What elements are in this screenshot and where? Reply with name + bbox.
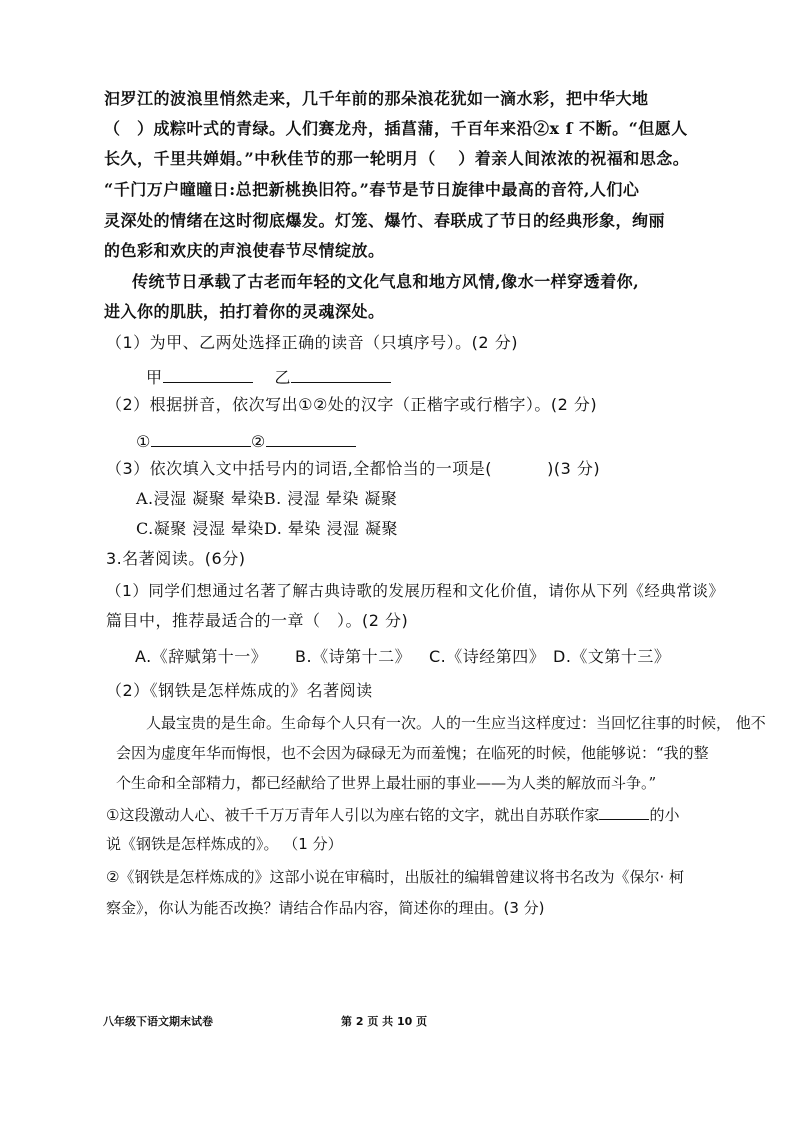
question-1-blank-yi[interactable]: [291, 366, 391, 383]
passage-line-8: 进入你的肌肤，拍打着你的灵魂深处。: [104, 302, 385, 321]
quote-line-3: 个生命和全部精力，都已经献给了世界上最壮丽的事业——为人类的解放而斗争。”: [116, 774, 657, 792]
question-2-blank-2[interactable]: [266, 430, 356, 447]
passage-line-5: 灵深处的情绪在这时彻底爆发。灯笼、爆竹、春联成了节日的经典形象，绚丽: [104, 211, 666, 230]
sub-question-1-blank[interactable]: [599, 803, 649, 820]
sub-question-2-line-2: 察金》，你认为能否改换？请结合作品内容，简述你的理由。(3 分): [106, 899, 545, 917]
question-3-option-d[interactable]: D. 晕染 浸湿 凝聚: [263, 519, 399, 538]
section-3-part-1-line-2: 篇目中，推荐最适合的一章（ ）。(2 分): [106, 611, 409, 630]
question-1-label-yi: 乙: [274, 368, 292, 387]
section-3-options-row: [135, 646, 670, 668]
passage-line-3: 长久，千里共婵娟。”中秋佳节的那一轮明月（ ）着亲人间浓浓的祝福和思念。: [104, 149, 690, 168]
section-3-title: 3.名著阅读。(6分): [106, 549, 246, 568]
question-3-option-c[interactable]: C.凝聚 浸湿 晕染: [136, 519, 264, 538]
question-1-label-jia: 甲: [146, 368, 163, 387]
sub-question-1-text: ①这段激动人心、被千千万万青年人引以为座右铭的文字，就出自苏联作家: [106, 806, 600, 824]
section-3-option-b[interactable]: B.《诗第十二》: [295, 647, 412, 666]
passage-line-7: 传统节日承载了古老而年轻的文化气息和地方风情,像水一样穿透着你,: [132, 272, 640, 291]
footer-exam-title: 八年级下语文期末试卷: [103, 1015, 213, 1028]
question-2-label-2: ②: [250, 432, 266, 451]
sub-question-1-text-end: 的小: [649, 806, 680, 824]
question-2-blank-1[interactable]: [151, 430, 251, 447]
section-3-part-1-line-1: （1）同学们想通过名著了解古典诗歌的发展历程和文化价值，请你从下列《经典常谈》: [106, 582, 725, 600]
question-3-option-a[interactable]: A.浸湿 凝聚 晕染: [136, 489, 264, 508]
quote-line-1: 人最宝贵的是生命。生命每个人只有一次。人的一生应当这样度过：当回忆往事的时候， 他不: [146, 714, 766, 732]
question-1-prompt: （1）为甲、乙两处选择正确的读音（只填序号）。(2 分): [106, 333, 518, 352]
quote-line-2: 会因为虚度年华而悔恨，也不会因为碌碌无为而羞愧；在临死的时候，他能够说：“我的整: [116, 744, 709, 762]
passage-line-6: 的色彩和欢庆的声浪使春节尽情绽放。: [104, 241, 385, 260]
question-3-options-row-2: [136, 518, 398, 540]
sub-question-1-line-2: 说《钢铁是怎样炼成的》。 （1 分）: [106, 835, 343, 853]
question-1-blank-jia[interactable]: [163, 366, 253, 383]
footer-page-number: 第 2 页 共 10 页: [341, 1015, 428, 1028]
question-3-option-b[interactable]: B. 浸湿 晕染 凝聚: [263, 489, 398, 508]
section-3-option-d[interactable]: D.《文第十三》: [553, 647, 671, 666]
question-2-answer-row: [136, 430, 356, 453]
section-3-part-2-title: （2）《钢铁是怎样炼成的》名著阅读: [106, 681, 373, 700]
question-2-label-1: ①: [136, 432, 151, 451]
question-3-prompt: （3）依次填入文中括号内的词语,全都恰当的一项是( )(3 分): [106, 459, 601, 478]
sub-question-2-line-1: ②《钢铁是怎样炼成的》这部小说在审稿时，出版社的编辑曾建议将书名改为《保尔· 柯: [106, 868, 684, 886]
question-3-options-row-1: [136, 488, 397, 510]
passage-line-1: 汩罗江的波浪里悄然走来，几千年前的那朵浪花犹如一滴水彩，把中华大地: [104, 89, 649, 108]
question-2-prompt: （2）根据拼音，依次写出①②处的汉字（正楷字或行楷字）。(2 分): [106, 395, 598, 414]
passage-line-4: “千门万户曈曈日:总把新桃换旧符。”春节是节日旋律中最高的音符,人们心: [104, 180, 640, 199]
passage-line-2: （ ）成粽叶式的青绿。人们赛龙舟，插菖蒲，千百年来沿②x ſ 不断。“但愿人: [104, 119, 688, 138]
section-3-option-a[interactable]: A.《辞赋第十一》: [135, 647, 268, 666]
sub-question-1-line-1: [106, 803, 679, 826]
section-3-option-c[interactable]: C.《诗经第四》: [429, 647, 546, 666]
question-1-answer-row: [146, 366, 391, 389]
